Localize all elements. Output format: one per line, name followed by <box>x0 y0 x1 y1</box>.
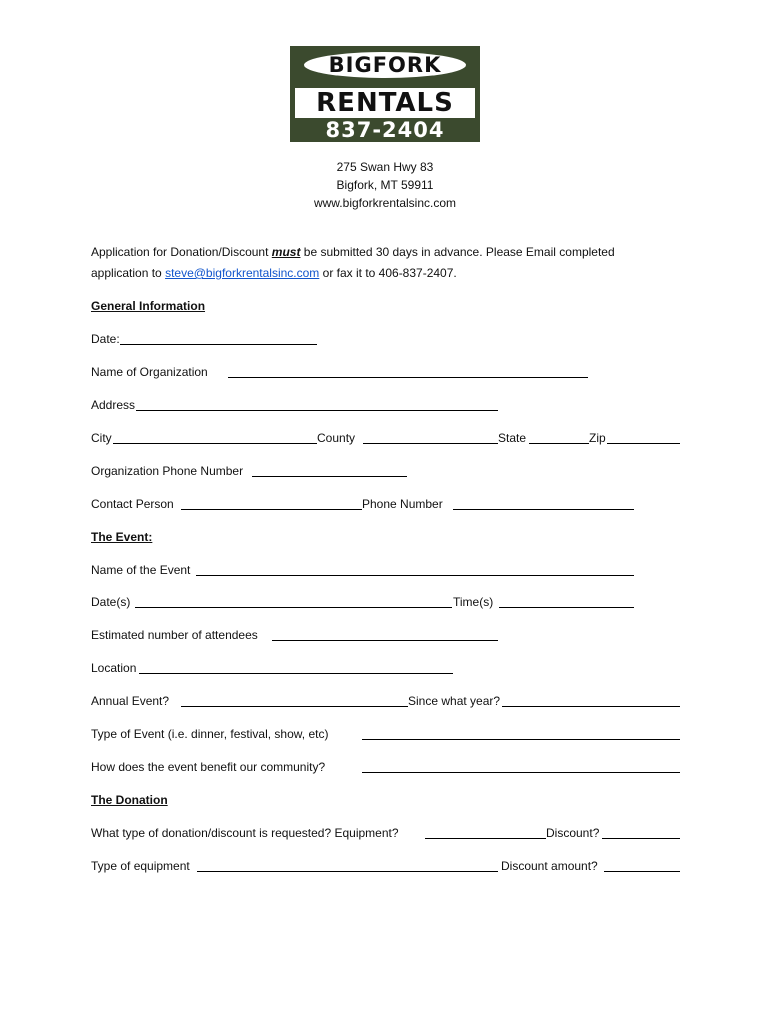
address-city: Bigfork, MT 59911 <box>336 178 434 192</box>
location-field[interactable] <box>139 673 453 674</box>
bigfork-rentals-logo <box>290 46 480 142</box>
org-name-field[interactable] <box>228 377 588 378</box>
event-heading: The Event: <box>91 530 153 544</box>
times-field[interactable] <box>499 607 634 608</box>
contact-field[interactable] <box>181 509 362 510</box>
org-phone-field[interactable] <box>252 476 407 477</box>
event-name-field[interactable] <box>196 575 634 576</box>
address-website[interactable]: www.bigforkrentalsinc.com <box>313 196 457 210</box>
donation-type-label: What type of donation/discount is requested? Equipment? <box>91 826 399 840</box>
intro-line-2 <box>91 266 457 280</box>
since-field[interactable] <box>502 706 680 707</box>
event-name-label: Name of the Event <box>91 563 191 577</box>
benefit-label: How does the event benefit our community? <box>91 760 326 774</box>
intro-text-2: be submitted 30 days in advance. Please Email completed <box>300 245 615 259</box>
org-name-label: Name of Organization <box>91 365 208 379</box>
state-label: State <box>498 431 527 445</box>
logo-bigfork-text: BIGFORK <box>304 52 466 78</box>
event-type-label: Type of Event (i.e. dinner, festival, show, etc) <box>91 727 329 741</box>
intro-text-3: application to <box>91 266 166 280</box>
org-phone-label: Organization Phone Number <box>91 464 244 478</box>
discount-label: Discount? <box>546 826 600 840</box>
annual-field[interactable] <box>181 706 408 707</box>
date-field[interactable] <box>120 344 317 345</box>
zip-label: Zip <box>589 431 606 445</box>
discount-field[interactable] <box>602 838 680 839</box>
times-label: Time(s) <box>453 595 494 609</box>
location-label: Location <box>91 661 137 675</box>
dates-label: Date(s) <box>91 595 131 609</box>
email-link[interactable]: steve@bigforkrentalsinc.com <box>165 266 320 280</box>
donation-heading: The Donation <box>91 793 168 807</box>
city-field[interactable] <box>113 443 317 444</box>
since-label: Since what year? <box>408 694 501 708</box>
phone-field[interactable] <box>453 509 634 510</box>
benefit-field[interactable] <box>362 772 680 773</box>
discount-amount-label: Discount amount? <box>501 859 598 873</box>
intro-text: Application for Donation/Discount <box>91 245 272 259</box>
attendees-label: Estimated number of attendees <box>91 628 258 642</box>
contact-label: Contact Person <box>91 497 174 511</box>
attendees-field[interactable] <box>272 640 498 641</box>
date-label: Date: <box>91 332 120 346</box>
phone-label: Phone Number <box>362 497 443 511</box>
equipment-field[interactable] <box>425 838 546 839</box>
discount-amount-field[interactable] <box>604 871 680 872</box>
annual-label: Annual Event? <box>91 694 170 708</box>
intro-text-4: or fax it to 406-837-2407. <box>319 266 457 280</box>
equipment-type-field[interactable] <box>197 871 498 872</box>
address-field[interactable] <box>136 410 498 411</box>
logo-rentals-text: RENTALS <box>295 88 475 118</box>
zip-field[interactable] <box>607 443 680 444</box>
intro-line-1 <box>91 245 615 259</box>
state-field[interactable] <box>529 443 589 444</box>
general-heading: General Information <box>91 299 206 313</box>
equipment-type-label: Type of equipment <box>91 859 190 873</box>
county-label: County <box>317 431 356 445</box>
intro-emphasis: must <box>271 245 301 259</box>
city-label: City <box>91 431 112 445</box>
logo-phone-text: 837-2404 <box>325 118 445 142</box>
event-type-field[interactable] <box>362 739 680 740</box>
address-label: Address <box>91 398 136 412</box>
dates-field[interactable] <box>135 607 452 608</box>
county-field[interactable] <box>363 443 498 444</box>
address-street: 275 Swan Hwy 83 <box>336 160 434 174</box>
